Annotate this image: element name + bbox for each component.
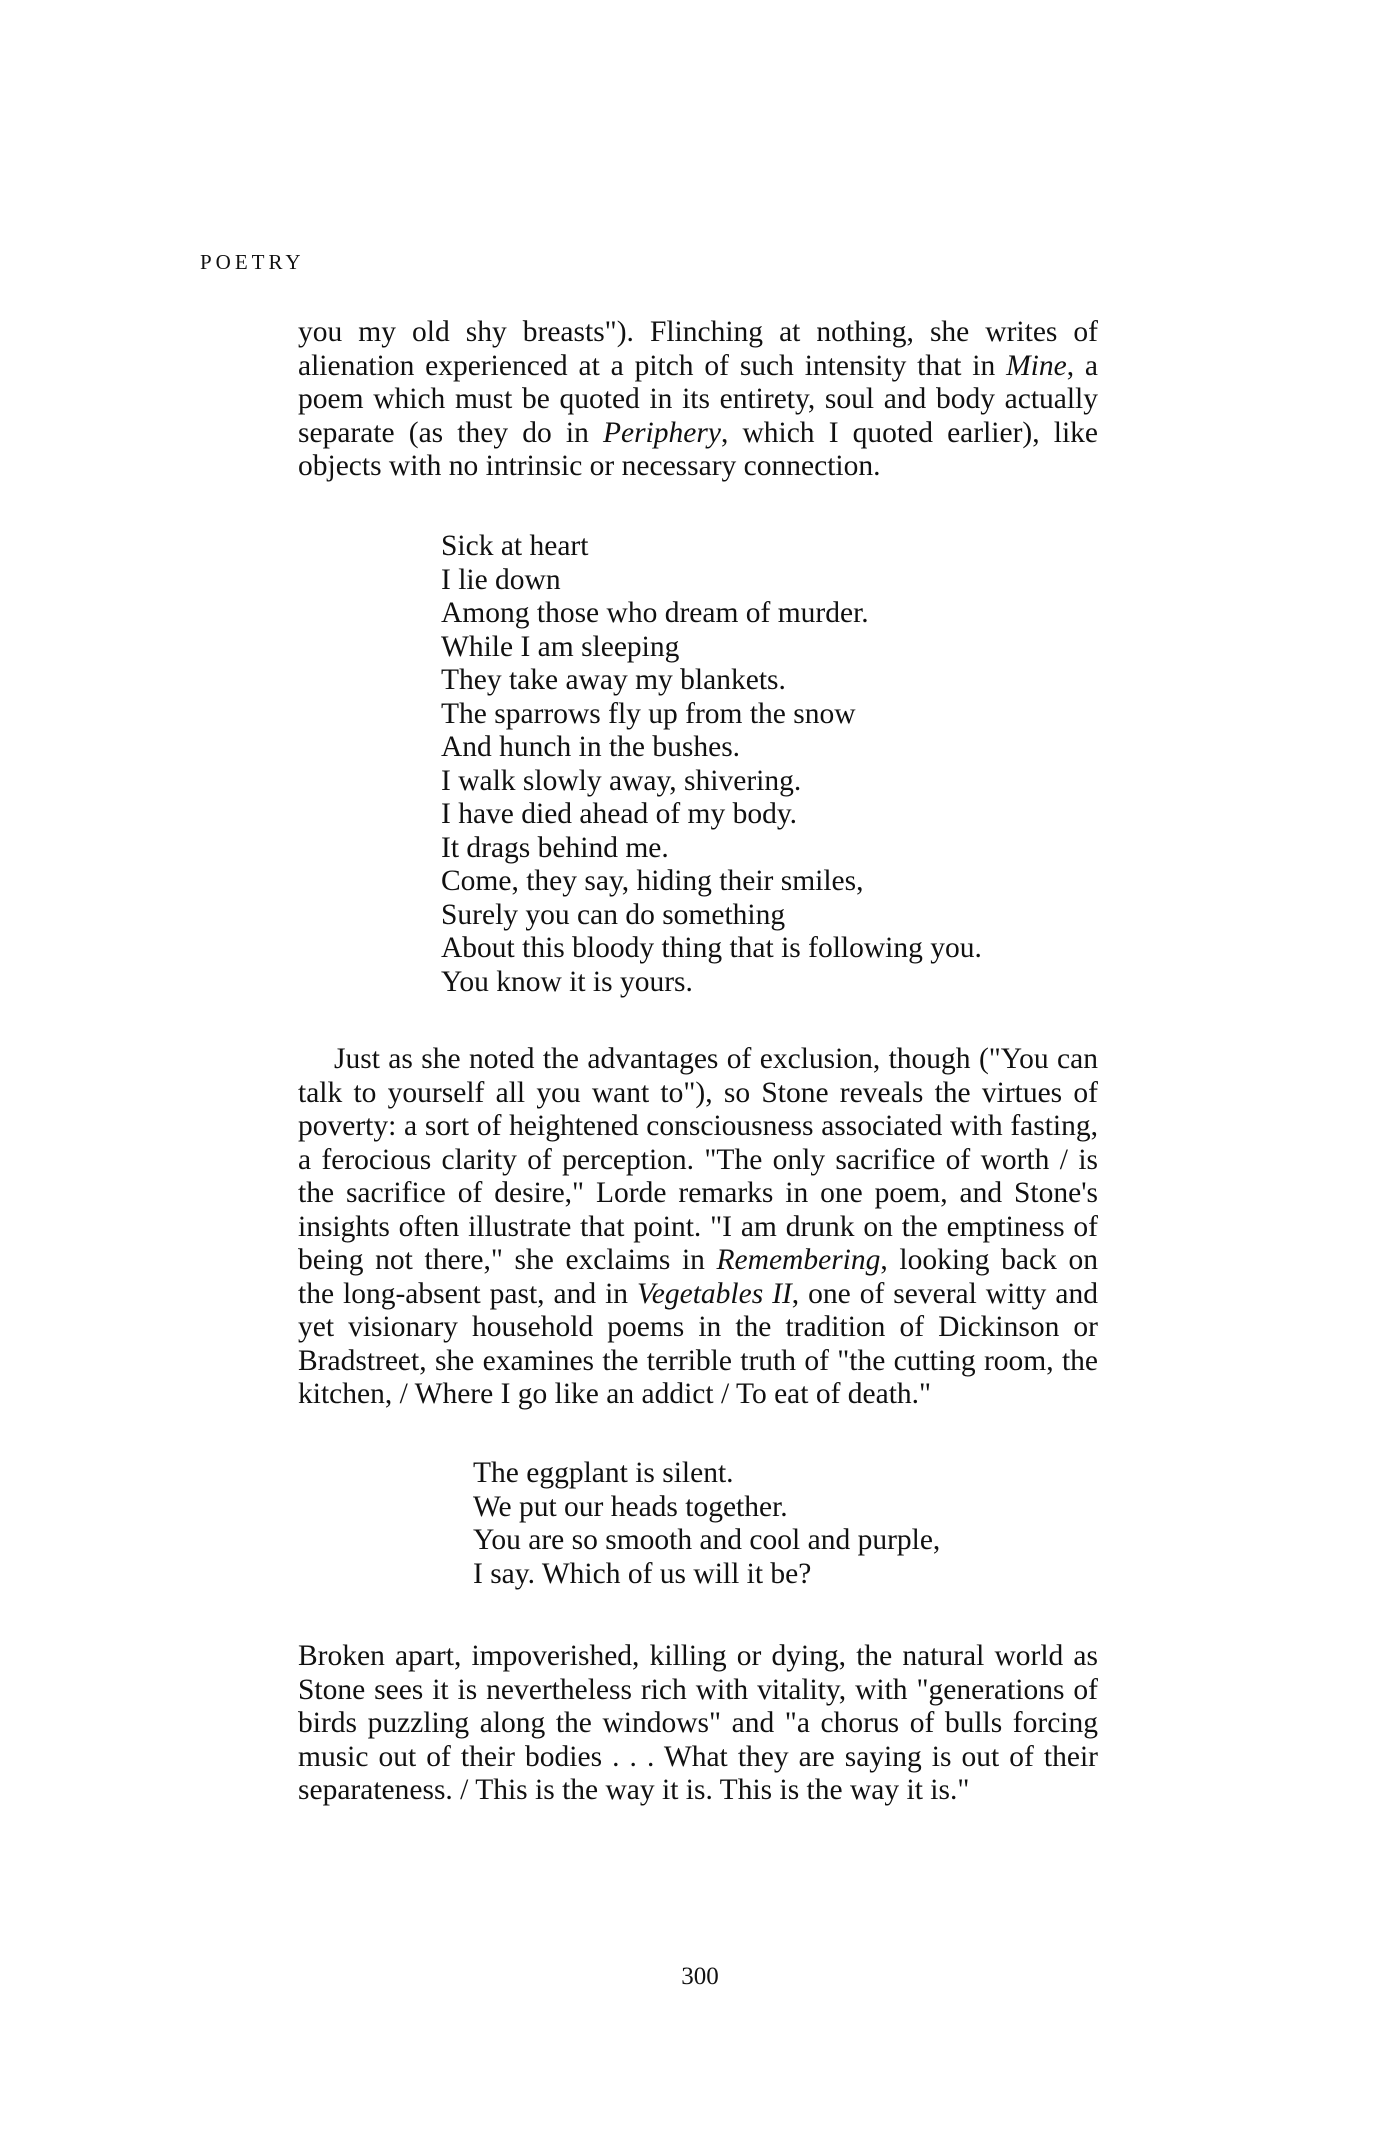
poem-title-mine: Mine xyxy=(1006,349,1067,382)
poem-line: We put our heads together. xyxy=(473,1490,788,1523)
poem-line: While I am sleeping xyxy=(441,630,680,663)
paragraph-1 xyxy=(298,316,1098,484)
poem-line: I say. Which of us will it be? xyxy=(473,1557,812,1590)
poem-line: I lie down xyxy=(441,563,561,596)
paragraph-2 xyxy=(298,1043,1098,1412)
paragraph-2-text-2: , looking back on the long-absent past, and in xyxy=(298,1244,1098,1310)
poem-line: Sick at heart xyxy=(441,530,589,562)
poem-title-vegetables: Vegetables II xyxy=(637,1277,792,1310)
poem-quote-vegetables xyxy=(473,1457,940,1591)
paragraph-1-text-1: you my old shy breasts"). Flinching at nothing, she writes of alienation experienced at a pitch of such intensity that in xyxy=(298,316,1098,382)
poem-line: Surely you can do something xyxy=(441,898,786,931)
poem-line: The sparrows fly up from the snow xyxy=(441,697,856,730)
poem-quote-mine xyxy=(441,530,982,999)
poem-line: About this bloody thing that is following you. xyxy=(441,932,982,964)
poem-line: Among those who dream of murder. xyxy=(441,597,869,629)
poem-line: Come, they say, hiding their smiles, xyxy=(441,865,864,897)
running-head: POETRY xyxy=(200,250,305,274)
paragraph-1-text-2: , a poem which must be quoted in its entirety, soul and body actually separate (as they do in xyxy=(298,349,1099,449)
paragraph-1-text-3: , which I quoted earlier), like objects with no intrinsic or necessary connection. xyxy=(298,416,1098,482)
poem-line: And hunch in the bushes. xyxy=(441,731,741,763)
page-number: 300 xyxy=(681,1963,719,1990)
paragraph-2-text-1: Just as she noted the advantages of exclusion, though ("You can talk to yourself all you want to"), so Stone reveals the virtues of poverty: a sort of heightened consciousness associated with fasting, a ferocious clarity of perception. "The only sacrifice of worth / is the sacrifice of desire," Lorde remarks in one poem, and Stone's insights often illustrate that point. "I am drunk on the emptiness of being not there," she exclaims in xyxy=(298,1043,1098,1276)
poem-line: The eggplant is silent. xyxy=(473,1457,734,1489)
poem-title-periphery: Periphery xyxy=(602,416,721,449)
poem-line: It drags behind me. xyxy=(441,831,669,864)
poem-line: I walk slowly away, shivering. xyxy=(441,764,802,797)
paragraph-2-text-3: , one of several witty and yet visionary household poems in the tradition of Dickinson or Bradstreet, she examines the terrible truth of "the cutting room, the kitchen, / Where I go like an addict / To eat of death." xyxy=(298,1277,1098,1410)
poem-line: You are so smooth and cool and purple, xyxy=(473,1524,941,1556)
poem-title-remembering: Remembering xyxy=(716,1244,881,1276)
poem-line: I have died ahead of my body. xyxy=(441,798,798,830)
poem-line: You know it is yours. xyxy=(441,965,693,998)
paragraph-3: Broken apart, impoverished, killing or dying, the natural world as Stone sees it is nevertheless rich with vitality, with "generations of birds puzzling along the windows" and "a chorus of bulls forcing music out of their bodies . . . What they are saying is out of their separateness. / This is the way it is. This is the way it is." xyxy=(298,1640,1098,1806)
poem-line: They take away my blankets. xyxy=(441,664,786,696)
